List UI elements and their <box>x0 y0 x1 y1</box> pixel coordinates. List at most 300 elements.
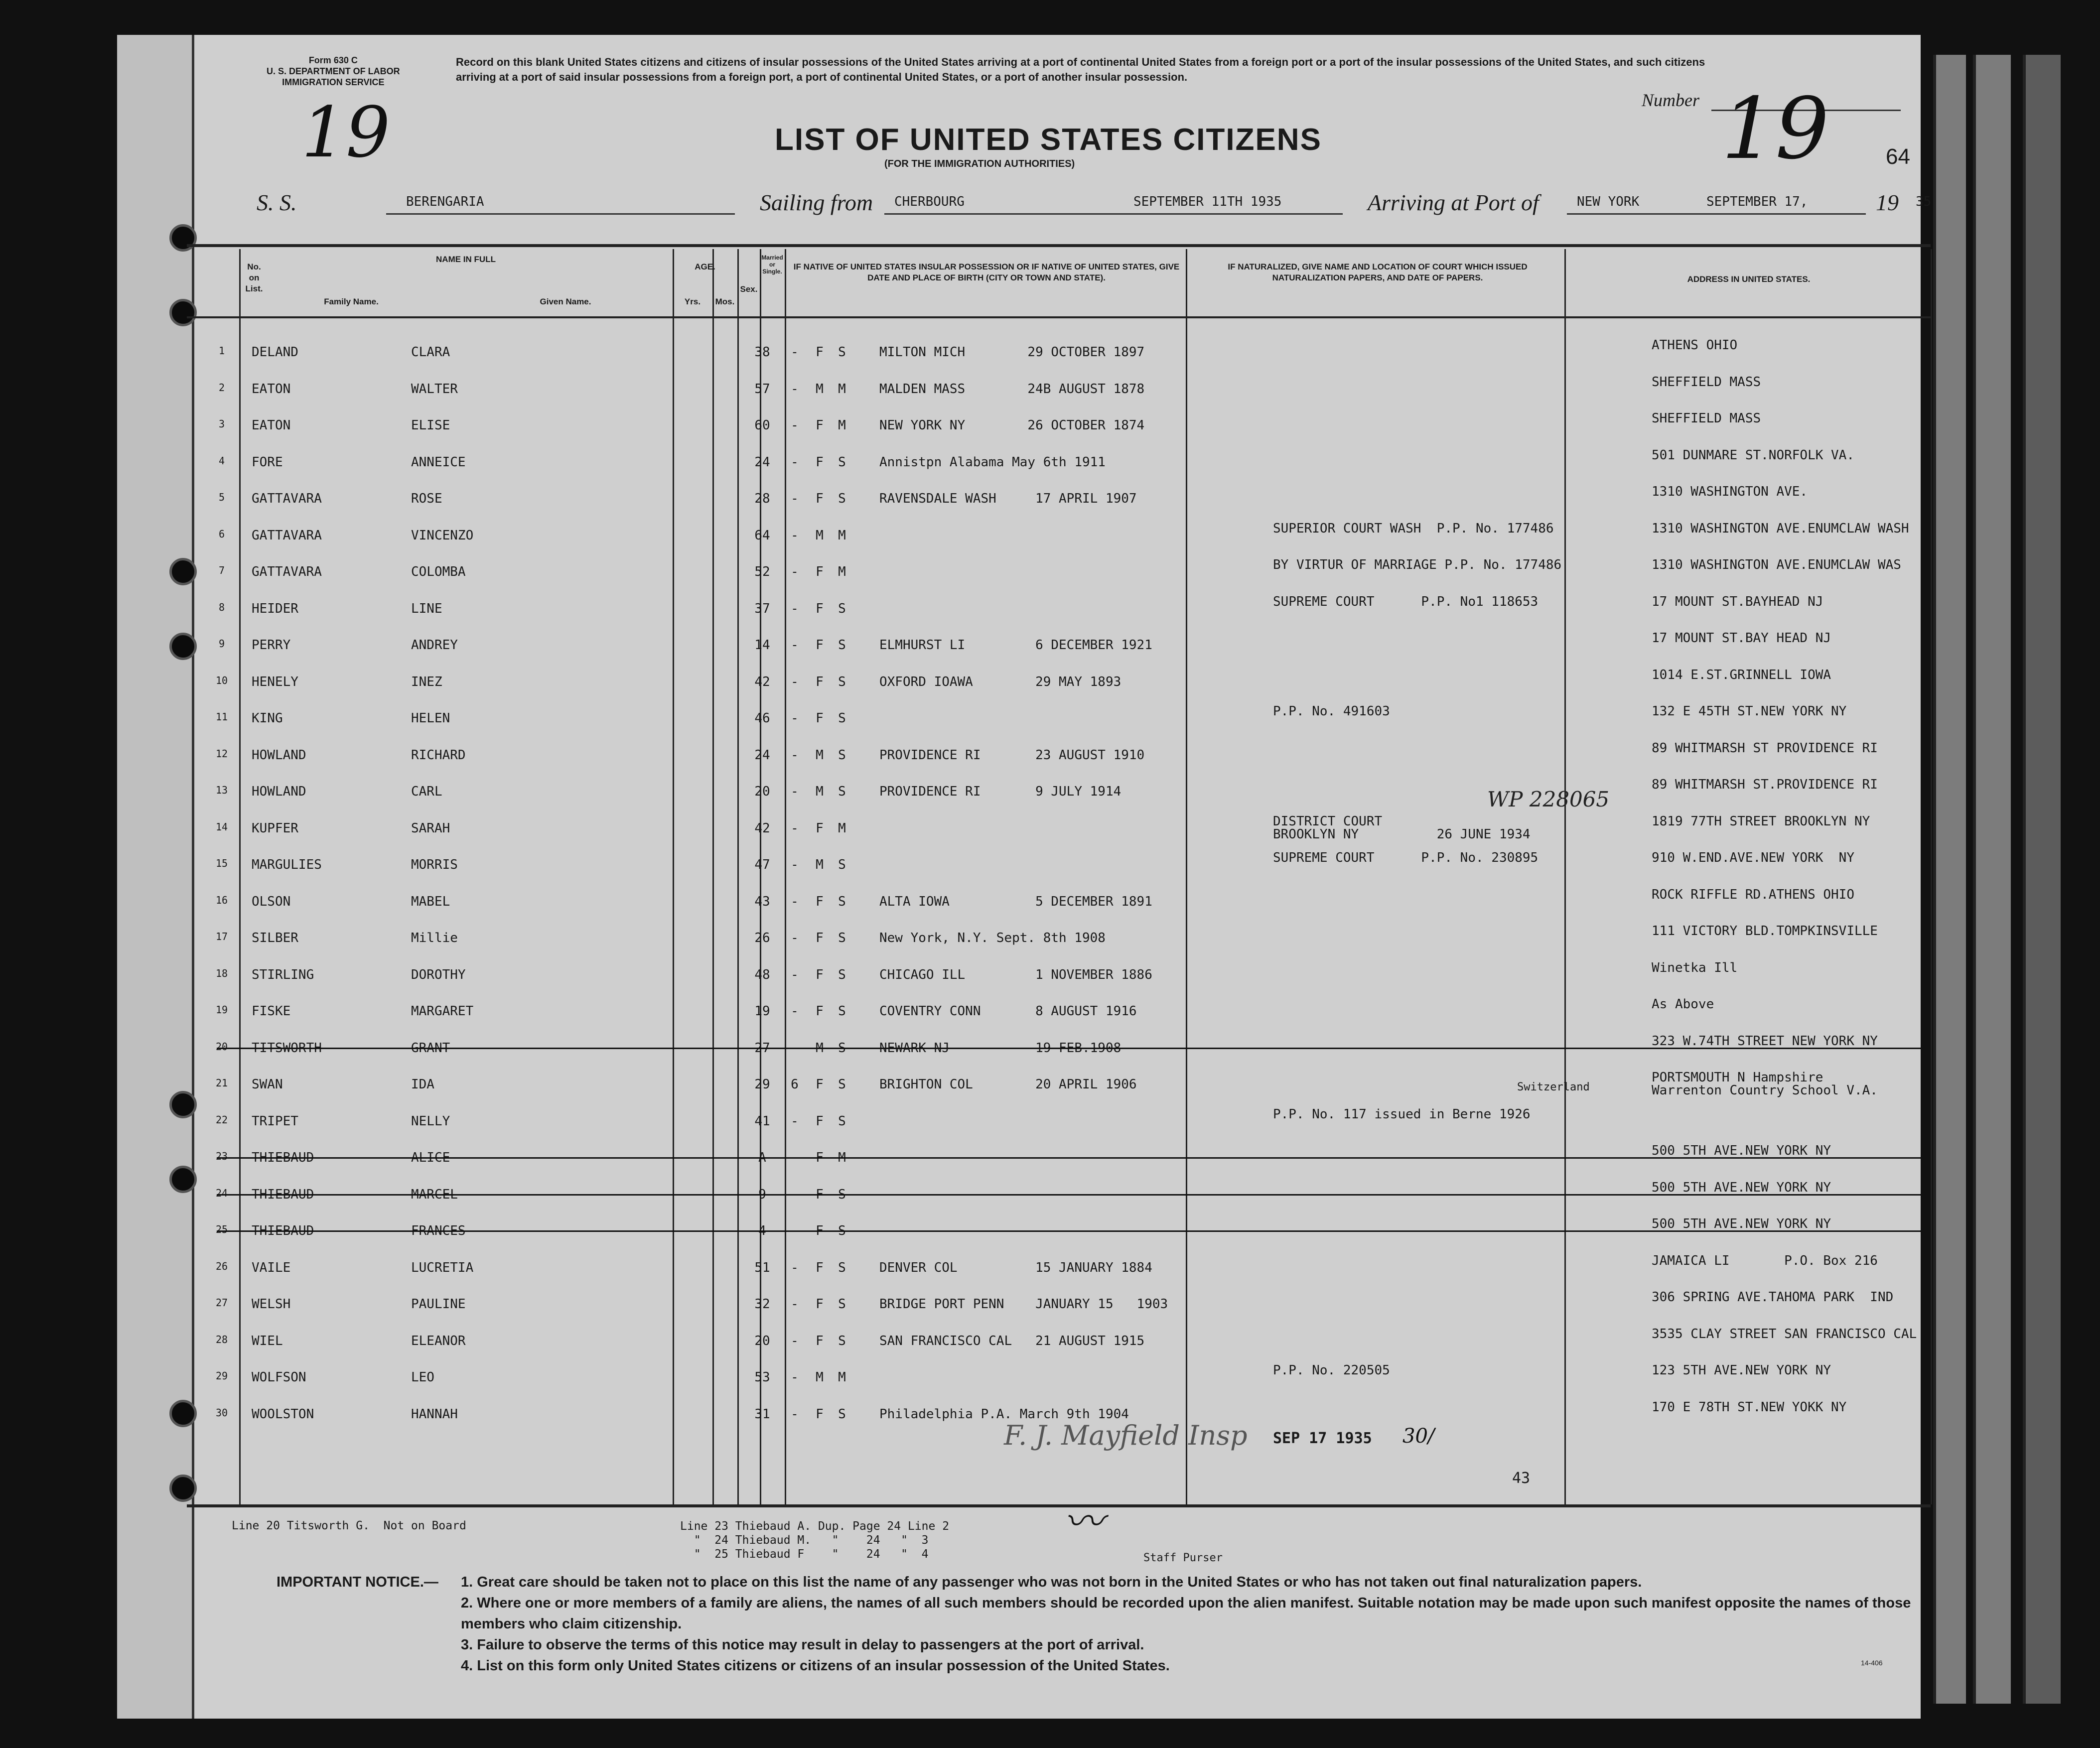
sex: M <box>816 381 824 397</box>
table-top-rule <box>187 244 1931 247</box>
sex: M <box>816 1370 824 1385</box>
age-years: 60 <box>754 418 770 433</box>
sex: F <box>816 601 824 616</box>
marital-status: S <box>838 674 846 689</box>
naturalization-info: SUPREME COURT P.P. No. 230895 <box>1273 850 1539 865</box>
row-number: 26 <box>215 1260 228 1272</box>
age-years: 4 <box>758 1223 766 1238</box>
family-name: KING <box>252 711 283 726</box>
row-number: 9 <box>218 638 225 650</box>
given-name: LEO <box>411 1370 434 1385</box>
binding-hole <box>169 1475 197 1502</box>
marital-status: S <box>838 1260 846 1275</box>
birth-info: SAN FRANCISCO CAL 21 AUGUST 1915 <box>879 1333 1145 1348</box>
given-name: FRANCES <box>411 1223 466 1238</box>
given-name: ELEANOR <box>411 1333 466 1348</box>
given-name: HANNAH <box>411 1406 458 1422</box>
given-name: PAULINE <box>411 1297 466 1312</box>
binding-hole <box>169 299 197 326</box>
family-name: GATTAVARA <box>252 528 322 543</box>
col-header-name: NAME IN FULL <box>436 255 496 264</box>
us-address: 1310 WASHINGTON AVE. <box>1652 484 1808 499</box>
row-number: 25 <box>215 1223 228 1235</box>
age-years: 29 <box>754 1077 770 1092</box>
us-address: 323 W.74TH STREET NEW YORK NY <box>1652 1033 1878 1049</box>
age-years: 64 <box>754 528 770 543</box>
col-header-married: Married or Single. <box>761 254 783 275</box>
age-years: 42 <box>754 820 770 836</box>
us-address: 1310 WASHINGTON AVE.ENUMCLAW WASH <box>1652 521 1909 536</box>
us-address: 306 SPRING AVE.TAHOMA PARK IND <box>1652 1290 1894 1305</box>
family-name: PERRY <box>252 638 291 653</box>
table-row <box>187 329 1931 365</box>
age-years: 24 <box>754 747 770 763</box>
family-name: VAILE <box>252 1260 291 1275</box>
marital-status: S <box>838 1004 846 1019</box>
age-years: 43 <box>754 894 770 909</box>
notice-item: 4. List on this form only United States citizens or citizens of an insular possession of the United States. <box>461 1658 1170 1674</box>
marital-status: S <box>838 967 846 982</box>
col-header-yrs: Yrs. <box>684 297 701 306</box>
naturalization-info: DISTRICT COURT BROOKLYN NY 26 JUNE 1934 <box>1273 813 1531 842</box>
header-bottom-rule <box>187 316 1931 318</box>
given-name: GRANT <box>411 1040 450 1056</box>
age-months: - <box>791 1187 799 1202</box>
marital-status: S <box>838 1113 846 1129</box>
sex: F <box>816 1260 824 1275</box>
form-number: Form 630 C <box>308 55 358 65</box>
table-bottom-rule <box>187 1504 1931 1507</box>
sex: F <box>816 491 824 506</box>
table-row <box>187 768 1931 805</box>
age-years: 9 <box>758 1187 766 1202</box>
table-row <box>187 659 1931 695</box>
back-page-edge-1 <box>1933 55 1966 1704</box>
purser-label: Staff Purser <box>1143 1552 1223 1564</box>
table-row <box>187 1354 1931 1390</box>
age-months: - <box>791 1406 799 1422</box>
age-years: 20 <box>754 1333 770 1348</box>
sex: F <box>816 1333 824 1348</box>
col-header-age: AGE. <box>695 262 715 271</box>
ss-label: S. S. <box>257 190 297 215</box>
naturalization-info: SUPERIOR COURT WASH P.P. No. 177486 <box>1273 521 1554 536</box>
marital-status: S <box>838 601 846 616</box>
age-years: 41 <box>754 1113 770 1129</box>
marital-status: M <box>838 820 846 836</box>
birth-info: Annistpn Alabama May 6th 1911 <box>879 454 1106 470</box>
age-years: 27 <box>754 1040 770 1056</box>
arriving-label: Arriving at Port of <box>1368 190 1539 215</box>
given-name: MARGARET <box>411 1004 474 1019</box>
port-underline <box>884 213 1343 215</box>
marital-status: S <box>838 857 846 872</box>
birth-info: DENVER COL 15 JANUARY 1884 <box>879 1260 1152 1275</box>
page-title: LIST OF UNITED STATES CITIZENS <box>775 123 1322 157</box>
page-subtitle: (FOR THE IMMIGRATION AUTHORITIES) <box>884 158 1075 169</box>
naturalization-info: P.P. No. 117 issued in Berne 1926 <box>1273 1106 1531 1122</box>
age-years: 48 <box>754 967 770 982</box>
marital-status: M <box>838 381 846 397</box>
ship-name: BERENGARIA <box>406 194 484 209</box>
family-name: THIEBAUD <box>252 1187 314 1202</box>
row-number: 8 <box>218 601 225 613</box>
number-label: Number <box>1642 90 1699 110</box>
row-number: 16 <box>215 894 228 906</box>
age-months: - <box>791 528 799 543</box>
family-name: HENELY <box>252 674 298 689</box>
age-months: - <box>791 1004 799 1019</box>
family-name: EATON <box>252 381 291 397</box>
family-name: TITSWORTH <box>252 1040 322 1056</box>
marital-status: S <box>838 1406 846 1422</box>
given-name: VINCENZO <box>411 528 474 543</box>
sex: F <box>816 1223 824 1238</box>
row-number: 21 <box>215 1077 228 1089</box>
arrival-port: NEW YORK <box>1577 194 1640 209</box>
age-years: 26 <box>754 931 770 945</box>
age-months: - <box>791 564 799 579</box>
table-row <box>187 1171 1931 1208</box>
marital-status: S <box>838 1223 846 1238</box>
us-address: 3535 CLAY STREET SAN FRANCISCO CAL <box>1652 1326 1917 1342</box>
given-name: DOROTHY <box>411 967 466 982</box>
given-name: SARAH <box>411 820 450 836</box>
page-total: 43 <box>1512 1470 1531 1487</box>
age-years: 37 <box>754 601 770 616</box>
row-number: 29 <box>215 1370 228 1382</box>
us-address: 111 VICTORY BLD.TOMPKINSVILLE <box>1652 924 1878 939</box>
given-name: ANNEICE <box>411 454 466 470</box>
age-months: - <box>791 345 799 360</box>
us-address: 89 WHITMARSH ST.PROVIDENCE RI <box>1652 777 1878 792</box>
sex: F <box>816 564 824 579</box>
age-years: 57 <box>754 381 770 397</box>
birth-info: ELMHURST LI 6 DECEMBER 1921 <box>879 638 1152 653</box>
arrival-date: SEPTEMBER 17, <box>1706 194 1808 209</box>
family-name: GATTAVARA <box>252 491 322 506</box>
age-months: - <box>791 784 799 799</box>
departure-port: CHERBOURG <box>894 194 965 209</box>
arrival-underline <box>1567 213 1866 215</box>
table-row <box>187 366 1931 402</box>
age-months: - <box>791 491 799 506</box>
marital-status: S <box>838 931 846 945</box>
us-address: 89 WHITMARSH ST PROVIDENCE RI <box>1652 740 1878 756</box>
sex: M <box>816 1040 824 1056</box>
row-number: 2 <box>218 381 225 394</box>
us-address: As Above <box>1652 997 1714 1012</box>
row-number: 7 <box>218 564 225 576</box>
table-row <box>187 732 1931 768</box>
given-name: IDA <box>411 1077 434 1092</box>
row-number: 27 <box>215 1297 228 1309</box>
family-name: FORE <box>252 454 283 470</box>
table-row <box>187 1318 1931 1354</box>
age-months: - <box>791 1150 799 1165</box>
footer-note-left: Line 20 Titsworth G. Not on Board <box>232 1519 466 1532</box>
age-years: 24 <box>754 454 770 470</box>
binding-hole <box>169 224 197 252</box>
table-row <box>187 951 1931 988</box>
row-number: 3 <box>218 418 225 430</box>
notice-item: 2. Where one or more members of a family are aliens, the names of all such members should be recorded upon the alien manifest. Suitable notation may be made upon such manifest opposite the names of those members who claim citizenship. <box>461 1595 1911 1632</box>
age-months: - <box>791 418 799 433</box>
row-number: 18 <box>215 967 228 979</box>
row-number: 20 <box>215 1040 228 1053</box>
table-row <box>187 402 1931 438</box>
marital-status: S <box>838 1187 846 1202</box>
age-years: 52 <box>754 564 770 579</box>
table-row <box>187 622 1931 658</box>
sex: F <box>816 1150 824 1165</box>
family-name: SWAN <box>252 1077 283 1092</box>
age-years: 38 <box>754 345 770 360</box>
col-header-naturalization: IF NATURALIZED, GIVE NAME AND LOCATION OF COURT WHICH ISSUED NATURALIZATION PAPERS, AND DATE OF PAPERS. <box>1228 262 1528 282</box>
row-number: 14 <box>215 820 228 833</box>
us-address: 910 W.END.AVE.NEW YORK NY <box>1652 850 1854 865</box>
purser-signature: 〰 <box>1064 1498 1104 1545</box>
birth-info: COVENTRY CONN 8 AUGUST 1916 <box>879 1004 1137 1019</box>
row-number: 1 <box>218 345 225 357</box>
table-row <box>187 585 1931 622</box>
age-months: - <box>791 1113 799 1129</box>
col-header-sex: Sex. <box>740 284 758 294</box>
birth-info: PROVIDENCE RI 9 JULY 1914 <box>879 784 1121 799</box>
age-months: - <box>791 381 799 397</box>
given-name: MARCEL <box>411 1187 458 1202</box>
birth-info: OXFORD IOAWA 29 MAY 1893 <box>879 674 1121 689</box>
inspector-signature: F. J. Mayfield Insp <box>1004 1420 1248 1451</box>
us-address: JAMAICA LI P.O. Box 216 <box>1652 1253 1878 1268</box>
given-name: CARL <box>411 784 442 799</box>
marital-status: S <box>838 1333 846 1348</box>
row-number: 24 <box>215 1187 228 1199</box>
row-number: 12 <box>215 747 228 760</box>
row-number: 13 <box>215 784 228 796</box>
service-name: IMMIGRATION SERVICE <box>282 77 385 87</box>
table-row <box>187 1134 1931 1171</box>
notice-items <box>461 1572 1916 1676</box>
family-name: TRIPET <box>252 1113 298 1129</box>
col-header-birth: IF NATIVE OF UNITED STATES INSULAR POSSESSION OR IF NATIVE OF UNITED STATES, GIVE DATE AND PLACE OF BIRTH (CITY OR TOWN AND STATE). <box>793 262 1180 282</box>
age-months: - <box>791 1260 799 1275</box>
age-years: 42 <box>754 674 770 689</box>
year-prefix: 19 <box>1876 190 1899 215</box>
table-row <box>187 1061 1931 1097</box>
given-name: CLARA <box>411 345 450 360</box>
us-address: ROCK RIFFLE RD.ATHENS OHIO <box>1652 887 1854 902</box>
given-name: Millie <box>411 931 458 945</box>
col-header-given: Given Name. <box>540 297 591 306</box>
binding-margin <box>117 35 194 1719</box>
marital-status: S <box>838 345 846 360</box>
age-months: - <box>791 1223 799 1238</box>
sex: M <box>816 747 824 763</box>
us-address: 501 DUNMARE ST.NORFOLK VA. <box>1652 447 1854 463</box>
age-months: - <box>791 1040 799 1056</box>
sex: F <box>816 345 824 360</box>
age-years: 31 <box>754 1406 770 1422</box>
birth-info: New York, N.Y. Sept. 8th 1908 <box>879 931 1106 945</box>
sailing-date: SEPTEMBER 11TH 1935 <box>1133 194 1282 209</box>
form-code: 14-406 <box>1861 1659 1883 1667</box>
us-address: Winetka Ill <box>1652 960 1738 975</box>
us-address: SHEFFIELD MASS <box>1652 411 1761 426</box>
age-months: - <box>791 747 799 763</box>
age-months: - <box>791 638 799 653</box>
us-address: 1310 WASHINGTON AVE.ENUMCLAW WAS <box>1652 557 1901 572</box>
birth-info: BRIGHTON COL 20 APRIL 1906 <box>879 1077 1137 1092</box>
birth-info: BRIDGE PORT PENN JANUARY 15 1903 <box>879 1297 1168 1312</box>
table-row <box>187 1025 1931 1061</box>
given-name: ELISE <box>411 418 450 433</box>
us-address: 1819 77TH STREET BROOKLYN NY <box>1652 813 1870 829</box>
row-number: 19 <box>215 1004 228 1016</box>
age-years: 19 <box>754 1004 770 1019</box>
sex: F <box>816 1113 824 1129</box>
back-page-edge-2 <box>1973 55 2011 1704</box>
family-name: OLSON <box>252 894 291 909</box>
marital-status: S <box>838 894 846 909</box>
birth-info: NEWARK NJ 19 FEB.1908 <box>879 1040 1121 1056</box>
sex: F <box>816 1406 824 1422</box>
given-name: COLOMBA <box>411 564 466 579</box>
sex: F <box>816 967 824 982</box>
us-address: PORTSMOUTH N Hampshire Warrenton Country School V.A. <box>1652 1070 1878 1098</box>
birth-info: Philadelphia P.A. March 9th 1904 <box>879 1406 1129 1422</box>
marital-status: S <box>838 1077 846 1092</box>
us-address: 132 E 45TH ST.NEW YORK NY <box>1652 704 1847 719</box>
sex: F <box>816 454 824 470</box>
age-years: 51 <box>754 1260 770 1275</box>
col-header-address: ADDRESS IN UNITED STATES. <box>1687 274 1811 284</box>
corner-mark: 64 <box>1886 144 1910 169</box>
sex: F <box>816 1187 824 1202</box>
sex: F <box>816 931 824 945</box>
given-name: MABEL <box>411 894 450 909</box>
given-name: LUCRETIA <box>411 1260 474 1275</box>
table-row <box>187 1244 1931 1281</box>
table-row <box>187 695 1931 731</box>
row-number: 10 <box>215 674 228 686</box>
family-name: HOWLAND <box>252 784 306 799</box>
family-name: WOLFSON <box>252 1370 306 1385</box>
row-number: 17 <box>215 931 228 942</box>
family-name: FISKE <box>252 1004 291 1019</box>
notice-item: 1. Great care should be taken not to place on this list the name of any passenger who was not born in the United States or who has not taken out final naturalization papers. <box>461 1574 1642 1590</box>
family-name: KUPFER <box>252 820 298 836</box>
sex: M <box>816 857 824 872</box>
given-name: RICHARD <box>411 747 466 763</box>
age-months: - <box>791 820 799 836</box>
family-name: SILBER <box>252 931 298 945</box>
handwritten-naturalization-number: WP 228065 <box>1487 787 1610 811</box>
family-name: HOWLAND <box>252 747 306 763</box>
given-name: INEZ <box>411 674 442 689</box>
naturalization-info: SUPREME COURT P.P. No1 118653 <box>1273 594 1539 609</box>
family-name: STIRLING <box>252 967 314 982</box>
sex: F <box>816 674 824 689</box>
voyage-line <box>257 184 1936 224</box>
col-header-no: No. on List. <box>245 262 263 293</box>
table-row <box>187 1098 1931 1134</box>
sex: M <box>816 528 824 543</box>
row-number: 30 <box>215 1406 228 1419</box>
ship-underline <box>386 213 735 215</box>
birth-info: MALDEN MASS 24B AUGUST 1878 <box>879 381 1145 397</box>
sex: F <box>816 418 824 433</box>
naturalization-info: P.P. No. 491603 <box>1273 704 1390 719</box>
age-months: - <box>791 894 799 909</box>
marital-status: M <box>838 418 846 433</box>
given-name: NELLY <box>411 1113 450 1129</box>
birth-info: PROVIDENCE RI 23 AUGUST 1910 <box>879 747 1145 763</box>
us-address: 500 5TH AVE.NEW YORK NY <box>1652 1180 1831 1195</box>
row-number: 23 <box>215 1150 228 1162</box>
marital-status: S <box>838 454 846 470</box>
marital-status: M <box>838 1150 846 1165</box>
age-years: 46 <box>754 711 770 726</box>
back-page-edge-3 <box>2023 55 2061 1704</box>
notice-item: 3. Failure to observe the terms of this notice may result in delay to passengers at the port of arrival. <box>461 1637 1144 1653</box>
marital-status: M <box>838 564 846 579</box>
form-identification <box>267 55 400 88</box>
family-name: THIEBAUD <box>252 1150 314 1165</box>
age-years: 28 <box>754 491 770 506</box>
us-address: SHEFFIELD MASS <box>1652 374 1761 390</box>
table-row <box>187 988 1931 1024</box>
birth-info: CHICAGO ILL 1 NOVEMBER 1886 <box>879 967 1152 982</box>
family-name: HEIDER <box>252 601 298 616</box>
given-name: WALTER <box>411 381 458 397</box>
family-name: WOOLSTON <box>252 1406 314 1422</box>
family-name: EATON <box>252 418 291 433</box>
marital-status: S <box>838 638 846 653</box>
family-name: WIEL <box>252 1333 283 1348</box>
birth-info: RAVENSDALE WASH 17 APRIL 1907 <box>879 491 1137 506</box>
sailing-from-label: Sailing from <box>760 190 873 215</box>
row-number: 4 <box>218 454 225 467</box>
age-months: - <box>791 601 799 616</box>
row-number: 22 <box>215 1113 228 1126</box>
birth-info: ALTA IOWA 5 DECEMBER 1891 <box>879 894 1152 909</box>
marital-status: S <box>838 491 846 506</box>
col-rule <box>1931 249 1932 1504</box>
age-months: - <box>791 1370 799 1385</box>
sex: M <box>816 784 824 799</box>
table-row <box>187 512 1931 548</box>
sex: F <box>816 894 824 909</box>
footer-note-right: Line 23 Thiebaud A. Dup. Page 24 Line 2 " 24 Thiebaud M. " 24 " 3 " 25 Thiebaud F " 24 " 4 <box>680 1520 950 1561</box>
given-name: ROSE <box>411 491 442 506</box>
age-years: 20 <box>754 784 770 799</box>
table-row <box>187 548 1931 585</box>
us-address: 1014 E.ST.GRINNELL IOWA <box>1652 667 1831 682</box>
given-name: LINE <box>411 601 442 616</box>
handwritten-page-number-right: 19 <box>1721 80 1829 178</box>
sex: F <box>816 1297 824 1312</box>
sex: F <box>816 638 824 653</box>
us-address: 17 MOUNT ST.BAY HEAD NJ <box>1652 631 1831 646</box>
col-header-family: Family Name. <box>324 297 379 306</box>
us-address: ATHENS OHIO <box>1652 338 1738 353</box>
row-number: 5 <box>218 491 225 503</box>
handwritten-fraction: 30/ <box>1402 1425 1435 1448</box>
sex: F <box>816 711 824 726</box>
birth-info: NEW YORK NY 26 OCTOBER 1874 <box>879 418 1145 433</box>
us-address: 123 5TH AVE.NEW YORK NY <box>1652 1363 1831 1378</box>
